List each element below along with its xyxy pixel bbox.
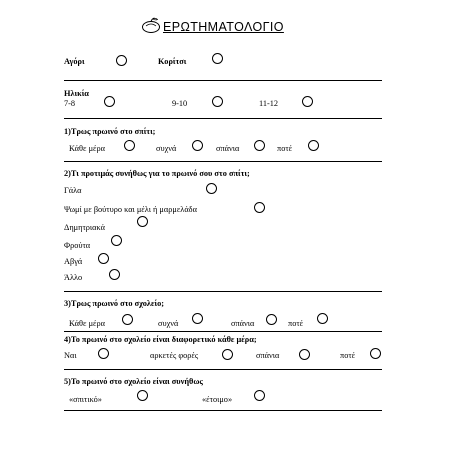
q4-option-label: αρκετές φορές [150,351,199,360]
q1-option-label: Κάθε μέρα [69,144,105,153]
q5-question: 5)Το πρωινό στο σχολείο είναι συνήθως [64,377,203,386]
q1-option-label: ποτέ [277,144,293,153]
q4-often-radio[interactable] [222,349,233,360]
divider [64,410,382,411]
q1-every-day-radio[interactable] [124,140,135,151]
divider [64,161,382,162]
q2-bread-radio[interactable] [254,202,265,213]
q2-option-label: Άλλο [64,273,83,282]
q4-never-radio[interactable] [370,348,381,359]
q3-often-radio[interactable] [192,313,203,324]
q2-option-label: Αβγά [64,257,83,266]
gender-girl-radio[interactable] [212,53,223,64]
age-7-8-radio[interactable] [104,96,115,107]
q2-fruit-radio[interactable] [111,235,122,246]
q3-option-label: συχνά [158,319,179,328]
q4-question: 4)Το πρωινό στο σχολείο είναι διαφορετικό κάθε μέρα; [64,335,257,344]
q3-option-label: Κάθε μέρα [69,319,105,328]
q3-every-day-radio[interactable] [122,314,133,325]
age-heading: Ηλικία [64,89,89,98]
q4-option-label: ποτέ [340,351,356,360]
q2-option-label: Φρούτα [64,241,91,250]
q2-eggs-radio[interactable] [98,253,109,264]
q2-question: 2)Τι προτιμάς συνήθως για το πρωινό σου στο σπίτι; [64,169,250,178]
q1-question: 1)Τρως πρωινό στο σπίτι; [64,127,156,136]
q3-option-label: σπάνια [231,319,255,328]
q3-question: 3)Τρως πρωινό στο σχολείο; [64,299,164,308]
age-option-label: 11-12 [259,99,279,108]
divider [64,369,382,370]
gender-girl-label: Κορίτσι [158,57,187,66]
age-option-label: 7-8 [64,99,76,108]
fruit-logo-icon [141,17,161,33]
q5-ready-made-radio[interactable] [254,390,265,401]
q1-rarely-radio[interactable] [254,140,265,151]
q4-rarely-radio[interactable] [299,349,310,360]
q1-option-label: σπάνια [216,144,240,153]
q1-option-label: συχνά [156,144,177,153]
page-title: ΕΡΩΤΗΜΑΤΟΛΟΓΙΟ [163,20,284,34]
q5-option-label: «έτοιμο» [202,395,233,404]
divider [64,80,382,81]
q3-option-label: ποτέ [288,319,304,328]
q3-never-radio[interactable] [317,313,328,324]
divider [64,291,382,292]
q4-option-label: Ναι [64,351,77,360]
q3-rarely-radio[interactable] [266,314,277,325]
q2-other-radio[interactable] [109,269,120,280]
q2-milk-radio[interactable] [206,183,217,194]
q5-homemade-radio[interactable] [137,390,148,401]
q1-never-radio[interactable] [308,140,319,151]
q4-yes-radio[interactable] [98,348,109,359]
q2-option-label: Ψωμί με βούτυρο και μέλι ή μαρμελάδα [64,205,197,214]
q1-often-radio[interactable] [192,140,203,151]
q5-option-label: «σπιτικό» [69,395,102,404]
divider [64,118,382,119]
age-9-10-radio[interactable] [212,96,223,107]
q2-option-label: Δημητριακά [64,223,105,232]
divider [64,331,382,332]
q2-option-label: Γάλα [64,186,82,195]
gender-boy-label: Αγόρι [64,57,85,66]
age-11-12-radio[interactable] [302,96,313,107]
gender-boy-radio[interactable] [116,55,127,66]
age-option-label: 9-10 [172,99,188,108]
q4-option-label: σπάνια [256,351,280,360]
q2-cereal-radio[interactable] [137,216,148,227]
